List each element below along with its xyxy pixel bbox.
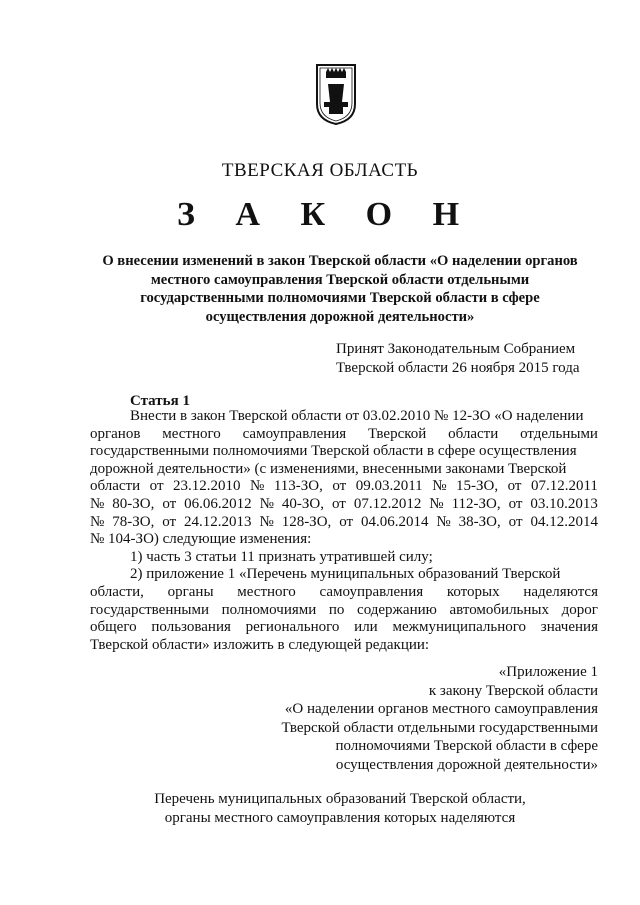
- word: государственными: [90, 601, 209, 618]
- body-line: 1) часть 3 статьи 11 признать утратившей силу;: [130, 548, 433, 565]
- word: наделяются: [523, 583, 598, 600]
- word: 40-ЗО,: [281, 495, 325, 512]
- word: области,: [90, 583, 144, 600]
- body-line: [90, 514, 598, 532]
- document-type: З А К О Н: [176, 196, 476, 233]
- annex-line: осуществления дорожной деятельности»: [335, 756, 598, 773]
- article-body: [90, 408, 598, 654]
- word: №: [90, 495, 105, 512]
- annex-line: «О наделении органов местного самоуправления: [284, 701, 598, 717]
- word: 113-ЗО,: [273, 478, 323, 495]
- word: от: [339, 513, 354, 530]
- body-line: Внести в закон Тверской области от 03.02.2010 № 12-ЗО «О наделении: [130, 408, 584, 424]
- word: №: [259, 513, 274, 530]
- word: которых: [446, 583, 500, 600]
- list-title: [0, 790, 640, 828]
- word: 04.12.2014: [530, 513, 598, 530]
- word: №: [250, 478, 265, 495]
- body-line: дорожной деятельности» (с изменениями, внесенными законами Тверской: [90, 460, 567, 477]
- list-title-line: органы местного самоуправления которых наделяются: [164, 810, 516, 826]
- body-line: [90, 584, 598, 602]
- word: самоуправления: [242, 425, 347, 442]
- word: значения: [540, 619, 598, 636]
- word: 09.03.2011: [355, 478, 423, 495]
- word: самоуправления: [319, 583, 424, 600]
- word: пользования: [151, 619, 231, 636]
- law-title-line: осуществления дорожной деятельности»: [205, 308, 475, 325]
- body-line: 2) приложение 1 «Перечень муниципальных образований Тверской: [130, 566, 561, 583]
- word: 15-ЗО,: [456, 478, 499, 495]
- word: от: [508, 513, 523, 530]
- word: Тверской: [368, 425, 427, 442]
- word: №: [429, 495, 444, 512]
- word: местного: [162, 425, 221, 442]
- law-title: [90, 252, 590, 326]
- word: местного: [237, 583, 296, 600]
- word: 24.12.2013: [184, 513, 252, 530]
- body-line: Тверской области» изложить в следующей редакции:: [90, 636, 430, 653]
- law-title-line: О внесении изменений в закон Тверской области «О наделении органов: [102, 253, 578, 269]
- word: от: [331, 495, 346, 512]
- word: 38-ЗО,: [458, 513, 501, 530]
- word: от: [332, 478, 347, 495]
- word: 80-ЗО,: [112, 495, 155, 512]
- word: №: [259, 495, 274, 512]
- word: автомобильных: [449, 601, 550, 618]
- word: 78-ЗО,: [112, 513, 155, 530]
- word: 03.10.2013: [530, 495, 598, 512]
- word: органов: [90, 425, 141, 442]
- annex-line: полномочиями Тверской области в сфере: [335, 738, 598, 754]
- word: межмуниципального: [392, 619, 527, 636]
- word: общего: [90, 619, 137, 636]
- word: области: [448, 425, 499, 442]
- word: 23.12.2010: [173, 478, 241, 495]
- word: от: [508, 495, 523, 512]
- annex-line: Тверской области отдельными государственными: [281, 719, 598, 736]
- word: от: [149, 478, 164, 495]
- body-line: [90, 426, 598, 444]
- word: 07.12.2012: [353, 495, 422, 512]
- word: №: [432, 478, 447, 495]
- law-title-line: государственными полномочиями Тверской области в сфере: [140, 290, 540, 306]
- word: отдельными: [520, 425, 598, 442]
- coat-of-arms-icon: [314, 62, 358, 126]
- word: по: [328, 601, 345, 618]
- adoption-note: [336, 340, 579, 378]
- law-title-line: местного самоуправления Тверской области отдельными: [150, 271, 530, 288]
- body-line: № 104-ЗО) следующие изменения:: [90, 531, 312, 548]
- body-line: государственными полномочиями Тверской области в сфере осуществления: [90, 443, 577, 460]
- word: 112-ЗО,: [451, 495, 501, 512]
- word: 07.12.2011: [530, 478, 598, 495]
- body-line: [90, 478, 598, 496]
- body-line: [90, 496, 598, 514]
- word: или: [354, 619, 378, 636]
- annex-line: «Приложение 1: [498, 664, 598, 680]
- word: №: [436, 513, 451, 530]
- word: дорог: [561, 601, 598, 618]
- word: содержанию: [357, 601, 437, 618]
- body-line: [90, 602, 598, 620]
- body-line: [90, 619, 598, 637]
- article-heading: Статья 1: [130, 393, 190, 409]
- word: регионального: [245, 619, 340, 636]
- word: №: [90, 513, 105, 530]
- list-title-line: Перечень муниципальных образований Тверской области,: [154, 791, 526, 807]
- word: органы: [167, 583, 214, 600]
- word: 06.06.2012: [184, 495, 252, 512]
- word: полномочиями: [221, 601, 317, 618]
- word: 04.06.2014: [360, 513, 429, 530]
- word: от: [162, 495, 177, 512]
- word: от: [162, 513, 177, 530]
- adoption-line: Тверской области 26 ноября 2015 года: [336, 360, 580, 376]
- word: области: [90, 478, 141, 495]
- region-name: ТВЕРСКАЯ ОБЛАСТЬ: [221, 160, 419, 181]
- word: 128-ЗО,: [281, 513, 332, 530]
- annex-header: [281, 663, 598, 774]
- annex-line: к закону Тверской области: [428, 682, 598, 699]
- adoption-line: Принят Законодательным Собранием: [336, 341, 576, 357]
- word: от: [507, 478, 522, 495]
